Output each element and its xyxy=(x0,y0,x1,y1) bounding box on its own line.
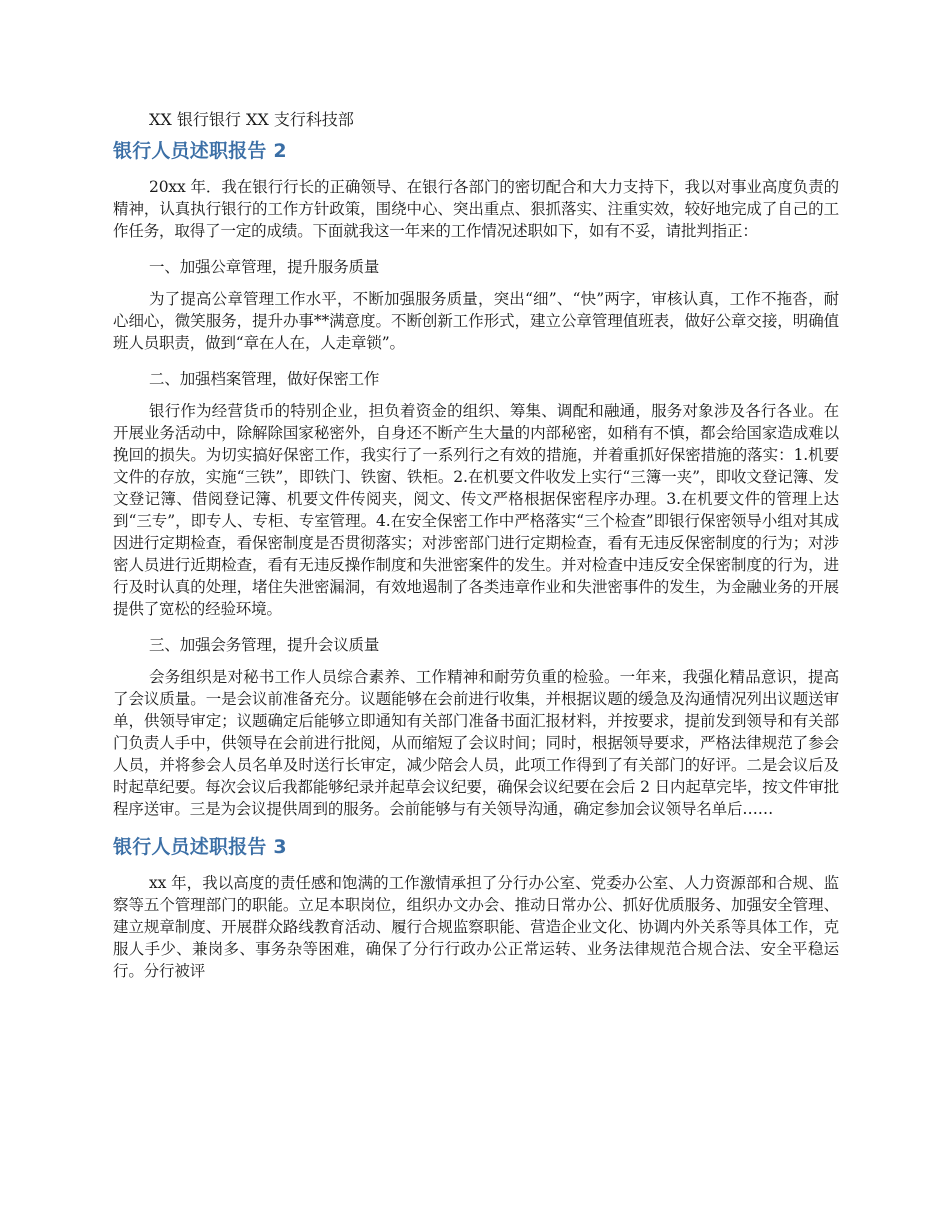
section-3-title: 银行人员述职报告 3 xyxy=(113,836,287,858)
section-3-intro-paragraph: xx 年，我以高度的责任感和饱满的工作激情承担了分行办公室、党委办公室、人力资源部和合规、监察等五个管理部门的职能。立足本职岗位，组织办文办会、推动日常办公、抓好优质服务、加强安全管理、建立规章制度、开展群众路线教育活动、履行合规监察职能、营造企业文化、协调内外关系等具体工作，克服人手少、兼岗多、事务杂等困难，确保了分行行政办公正常运转、业务法律规范合规合法、安全平稳运行。分行被评 xyxy=(113,874,839,980)
section-2-subheading-2: 二、加强档案管理，做好保密工作 xyxy=(149,370,380,388)
section-2-intro-paragraph: 20xx 年．我在银行行长的正确领导、在银行各部门的密切配合和大力支持下，我以对事业高度负责的精神，认真执行银行的工作方针政策，围绕中心、突出重点、狠抓落实、注重实效，较好地完成了自己的工作任务，取得了一定的成绩。下面就我这一年来的工作情况述职如下，如有不妥，请批判指正： xyxy=(113,178,839,240)
section-2-archive-paragraph: 银行作为经营货币的特别企业，担负着资金的组织、筹集、调配和融通，服务对象涉及各行各业。在开展业务活动中，除解除国家秘密外，自身还不断产生大量的内部秘密，如稍有不慎，都会给国家造成难以挽回的损失。为切实搞好保密工作，我实行了一系列行之有效的措施，并着重抓好保密措施的落实：1.机要文件的存放，实施“三铁”，即铁门、铁窗、铁柜。2.在机要文件收发上实行“三簿一夹”，即收文登记簿、发文登记簿、借阅登记簿、机要文件传阅夹，阅文、传文严格根据保密程序办理。3.在机要文件的管理上达到“三专”，即专人、专柜、专室管理。4.在安全保密工作中严格落实“三个检查”即银行保密领导小组对其成因进行定期检查，看保密制度是否贯彻落实；对涉密部门进行定期检查，看有无违反保密制度的行为；对涉密人员进行近期检查，看有无违反操作制度和失泄密案件的发生。并对检查中违反安全保密制度的行为，进行及时认真的处理，堵住失泄密漏洞，有效地遏制了各类违章作业和失泄密事件的发生，为金融业务的开展提供了宽松的经验环境。 xyxy=(113,402,839,618)
section-2-subheading-1: 一、加强公章管理，提升服务质量 xyxy=(149,258,380,276)
section-2-meeting-paragraph: 会务组织是对秘书工作人员综合素养、工作精神和耐劳负重的检验。一年来，我强化精品意识，提高了会议质量。一是会议前准备充分。议题能够在会前进行收集，并根据议题的缓急及沟通情况列出议题送审单，供领导审定；议题确定后能够立即通知有关部门准备书面汇报材料，并按要求，提前发到领导和有关部门负责人手中，供领导在会前进行批阅，从而缩短了会议时间；同时，根据领导要求，严格法律规范了参会人员，并将参会人员名单及时送行长审定，减少陪会人员，此项工作得到了有关部门的好评。二是会议后及时起草纪要。每次会议后我都能够纪录并起草会议纪要，确保会议纪要在会后 2 日内起草完毕，按文件审批程序送审。三是为会议提供周到的服务。会前能够与有关领导沟通，确定参加会议领导名单后…… xyxy=(113,668,839,818)
org-line: XX 银行银行 XX 支行科技部 xyxy=(149,110,354,129)
section-2-title: 银行人员述职报告 2 xyxy=(113,140,287,162)
document-page xyxy=(113,108,839,996)
section-2-seal-paragraph: 为了提高公章管理工作水平，不断加强服务质量，突出“细”、“快”两字，审核认真，工作不拖沓，耐心细心，微笑服务，提升办事**满意度。不断创新工作形式，建立公章管理值班表，做好公章交接，明确值班人员职责，做到“章在人在，人走章锁”。 xyxy=(113,290,839,352)
section-2-subheading-3: 三、加强会务管理，提升会议质量 xyxy=(149,636,380,654)
